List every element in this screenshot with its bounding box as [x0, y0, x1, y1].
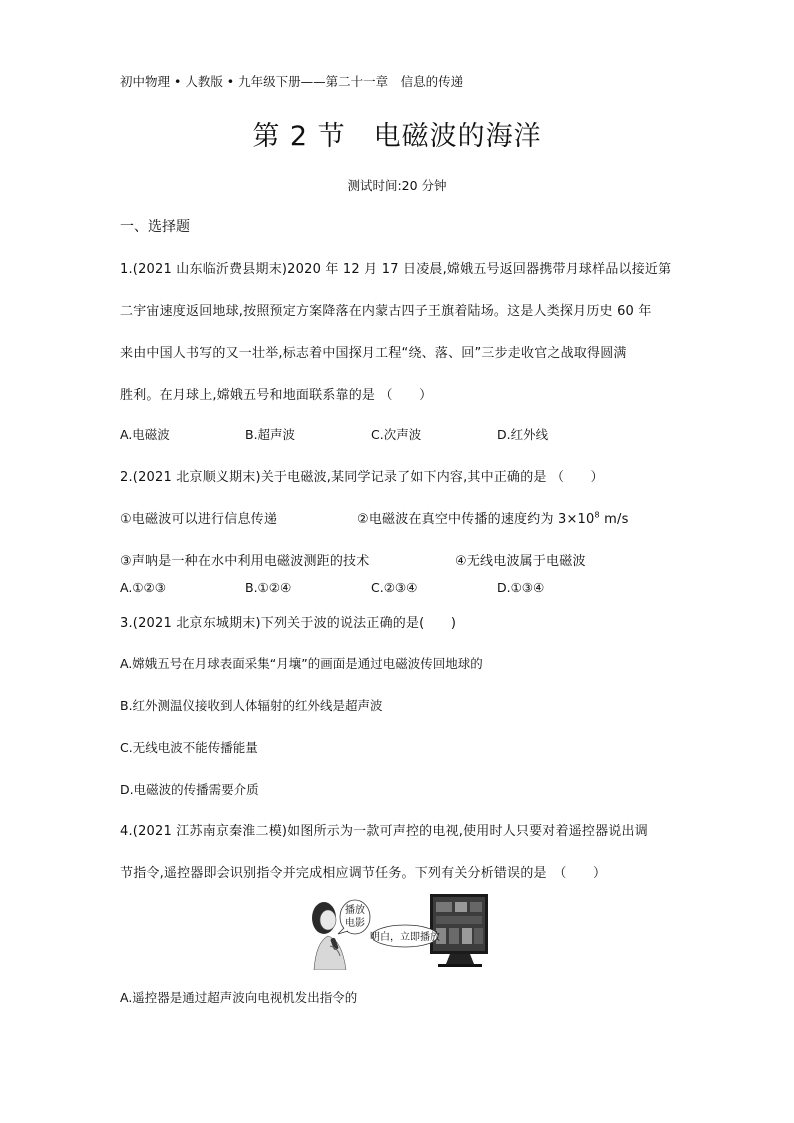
q2-item-4: ④无线电波属于电磁波 — [455, 554, 586, 569]
q2-option-c: C.②③④ — [371, 580, 418, 595]
q1-option-a: A.电磁波 — [120, 427, 170, 442]
page-header: 初中物理 • 人教版 • 九年级下册——第二十一章 信息的传递 — [120, 74, 464, 89]
q2-option-b: B.①②④ — [245, 580, 292, 595]
q2-item-2-exponent: 8 — [594, 510, 600, 520]
q2-option-d: D.①③④ — [497, 580, 545, 595]
q3-option-d: D.电磁波的传播需要介质 — [120, 782, 259, 797]
bubble1-line-2: 电影 — [345, 918, 365, 929]
q1-option-d: D.红外线 — [497, 427, 549, 442]
q1-line-4: 胜利。在月球上,嫦娥五号和地面联系靠的是 （ ） — [120, 388, 433, 403]
speech-bubble-person — [338, 900, 370, 934]
q4-option-a: A.遥控器是通过超声波向电视机发出指令的 — [120, 990, 358, 1005]
q2-stem: 2.(2021 北京顺义期末)关于电磁波,某同学记录了如下内容,其中正确的是 （ ） — [120, 470, 604, 485]
television-icon — [430, 894, 488, 967]
figure-illustration — [310, 890, 492, 970]
voice-control-tv-figure — [310, 890, 492, 970]
q3-option-b: B.红外测温仪接收到人体辐射的红外线是超声波 — [120, 698, 383, 713]
q4-line-1: 4.(2021 江苏南京秦淮二模)如图所示为一款可声控的电视,使用时人只要对着遥控器说出调 — [120, 824, 648, 839]
q1-option-c: C.次声波 — [371, 427, 422, 442]
q2-item-2 — [357, 508, 629, 527]
q1-option-b: B.超声波 — [245, 427, 296, 442]
q2-item-1: ①电磁波可以进行信息传递 — [120, 512, 278, 527]
q1-line-1: 1.(2021 山东临沂费县期末)2020 年 12 月 17 日凌晨,嫦娥五号返回器携带月球样品以接近第 — [120, 262, 672, 277]
q3-option-c: C.无线电波不能传播能量 — [120, 740, 258, 755]
test-time: 测试时间:20 分钟 — [347, 178, 447, 193]
q2-option-a: A.①②③ — [120, 580, 166, 595]
speech-bubble-tv — [370, 925, 440, 947]
bubble2-text: 明白，立即播放 — [370, 932, 440, 943]
q4-line-2: 节指令,遥控器即会识别指令并完成相应调节任务。下列有关分析错误的是 （ ） — [120, 866, 607, 881]
bubble1-line-1: 播放 — [345, 905, 365, 916]
q3-stem: 3.(2021 北京东城期末)下列关于波的说法正确的是( ) — [120, 616, 457, 631]
q1-line-3: 来由中国人书写的又一壮举,标志着中国探月工程“绕、落、回”三步走收官之战取得圆满 — [120, 346, 627, 361]
q2-item-2-text: ②电磁波在真空中传播的速度约为 3×10 — [357, 512, 595, 527]
q2-item-3: ③声呐是一种在水中利用电磁波测距的技术 — [120, 554, 370, 569]
page-title: 第 2 节 电磁波的海洋 — [252, 121, 542, 152]
q1-line-2: 二宇宙速度返回地球,按照预定方案降落在内蒙古四子王旗着陆场。这是人类探月历史 60 年 — [120, 304, 652, 319]
q2-item-2-unit: m/s — [599, 512, 629, 527]
section-heading: 一、选择题 — [120, 219, 190, 235]
q3-option-a: A.嫦娥五号在月球表面采集“月壤”的画面是通过电磁波传回地球的 — [120, 656, 483, 671]
